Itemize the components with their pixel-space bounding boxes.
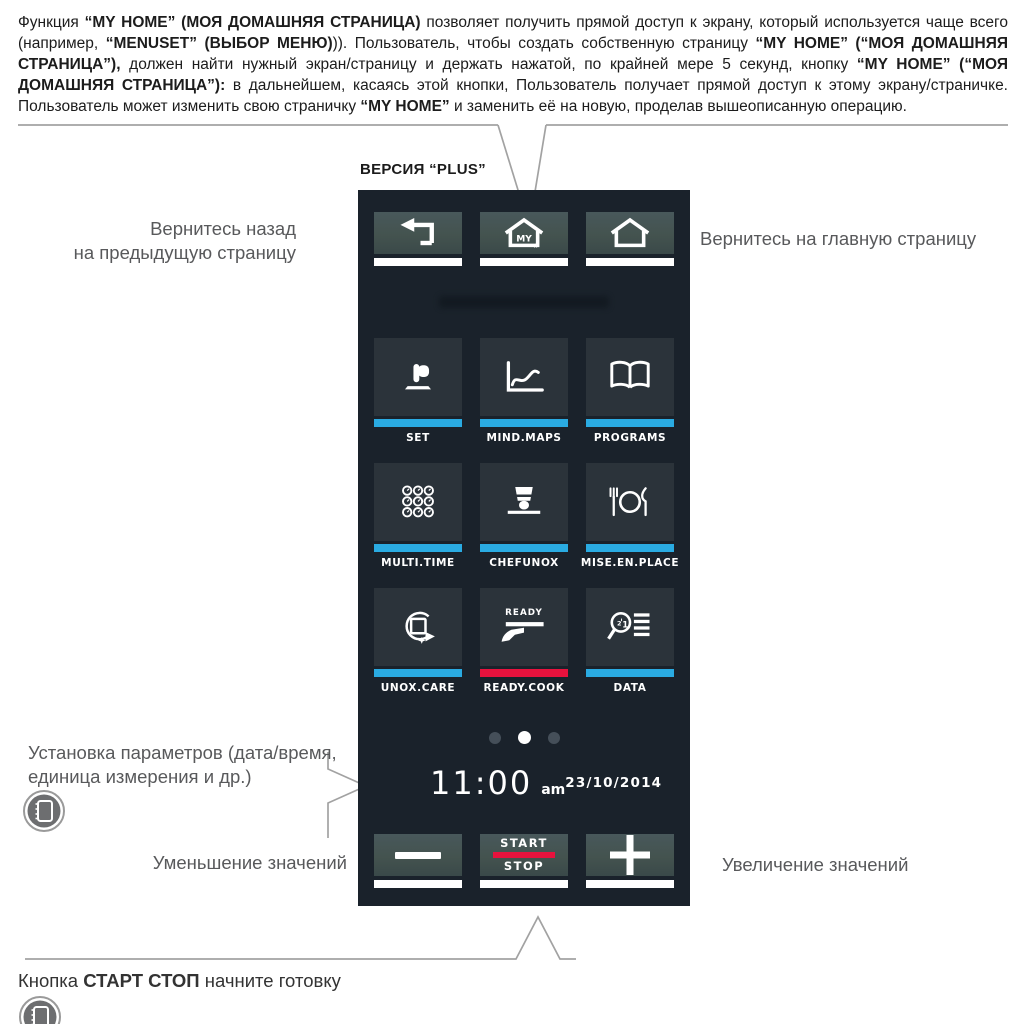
callout-params-label: Установка параметров (дата/время, единица измерения и др.) [28,742,337,787]
tile-accent-bar [374,419,462,427]
start-label: START [500,836,548,850]
date-text: 23/10/2014 [565,775,663,791]
start-stop-red-bar [493,852,555,858]
hand-press-icon [392,356,444,398]
svg-text:2: 2 [617,619,622,628]
tile-accent-bar [480,544,568,552]
plus-icon [610,835,650,875]
tile-accent-bar [586,419,674,427]
rotate-square-icon [393,606,443,648]
stop-label: STOP [503,859,545,873]
svg-text:★: ★ [532,242,539,250]
tile-label: CHEFUNOX [489,557,559,569]
tile-programs[interactable] [586,338,674,445]
tile-accent-bar [586,669,674,677]
chef-icon [499,481,549,523]
tile-accent-bar [374,669,462,677]
tile-label: UNOX.CARE [380,682,456,694]
time-meridiem: am [541,782,566,798]
tile-accent-bar [480,669,568,677]
tile-label: PROGRAMS [593,432,667,444]
device-panel [358,190,690,906]
tile-unox-care[interactable] [374,588,462,695]
book-icon [604,356,656,398]
tile-accent-bar [586,544,674,552]
tile-label: READY.COOK [483,682,565,694]
callout-increase-label: Увеличение значений [722,854,909,875]
start-stop-button[interactable] [480,834,568,888]
manual-badge-icon [18,995,62,1024]
back-underline-bar [374,258,462,266]
pagination-dot-active[interactable] [518,731,531,744]
clock-time: 11:00 [430,764,533,802]
tile-multi-time[interactable] [374,463,462,570]
tile-label: SET [406,432,430,444]
status-bar [358,760,690,806]
my-home-button[interactable] [480,212,568,266]
clock-group [430,764,565,802]
callout-startstop-label: Кнопка СТАРТ СТОП начните готовку [18,970,341,991]
tile-label: MISE.EN.PLACE [580,557,680,569]
minus-icon [395,852,441,859]
callout-back-label: Вернитесь назад на предыдущую страницу [73,218,296,263]
tile-label: DATA [613,682,647,694]
top-button-row [358,212,690,266]
plus-button[interactable] [586,834,674,888]
tile-label: MULTI.TIME [381,557,455,569]
pagination-dot[interactable] [489,732,501,744]
plate-cutlery-icon [604,481,656,523]
tile-accent-bar [374,544,462,552]
my-home-icon [498,213,550,253]
tile-mise-en-place[interactable] [580,463,680,570]
tile-chefunox[interactable] [480,463,568,570]
tile-set[interactable] [374,338,462,445]
function-grid [358,338,690,695]
home-button[interactable] [586,212,674,266]
tile-label: MIND.MAPS [486,432,562,444]
manual-badge-icon [22,789,66,833]
svg-text:READY: READY [505,608,543,619]
my-home-underline-bar [480,258,568,266]
back-button[interactable] [374,212,462,266]
intro-paragraph: Функция “MY HOME” (МОЯ ДОМАШНЯЯ СТРАНИЦА) позволяет получить прямой доступ к экрану, который используется чаще всего (например, “MENUSET” (ВЫБОР МЕНЮ))). Пользователь, чтобы создать собственную страницу “MY HOME” (“МОЯ ДОМАШНЯЯ СТРАНИЦА”), должен найти нужный экран/страницу и держать нажатой, по крайней мере 5 секунд, кнопку “MY HOME” (“МОЯ ДОМАШНЯЯ СТРАНИЦА”): в дальнейшем, касаясь этой кнопки, Пользователь получает прямой доступ к этому экрану/страничке. Пользователь может изменить свою страничку “MY HOME” и заменить её на новую, проделав вышеописанную операцию. [18,14,1008,115]
ready-hand-icon [496,604,552,650]
bottom-button-row [358,834,690,888]
tile-mind-maps[interactable] [480,338,568,445]
callout-home-label: Вернитесь на главную страницу [700,228,977,249]
back-arrow-icon [393,214,443,252]
start-stop-underline-bar [480,880,568,888]
tile-data[interactable] [586,588,674,695]
svg-text:1: 1 [622,619,629,630]
tile-ready-cook[interactable] [480,588,568,695]
home-underline-bar [586,258,674,266]
pagination-dot[interactable] [548,732,560,744]
minus-button[interactable] [374,834,462,888]
pagination-dots [358,731,690,744]
minus-underline-bar [374,880,462,888]
tile-accent-bar [480,419,568,427]
svg-text:MY: MY [516,234,532,245]
multi-clock-icon [394,480,442,524]
search-list-icon [604,606,656,648]
plus-underline-bar [586,880,674,888]
chart-icon [498,356,550,398]
callout-decrease-label: Уменьшение значений [152,852,347,873]
home-icon [604,213,656,253]
ghost-text [439,296,609,308]
version-label: ВЕРСИЯ “PLUS” [360,161,486,178]
